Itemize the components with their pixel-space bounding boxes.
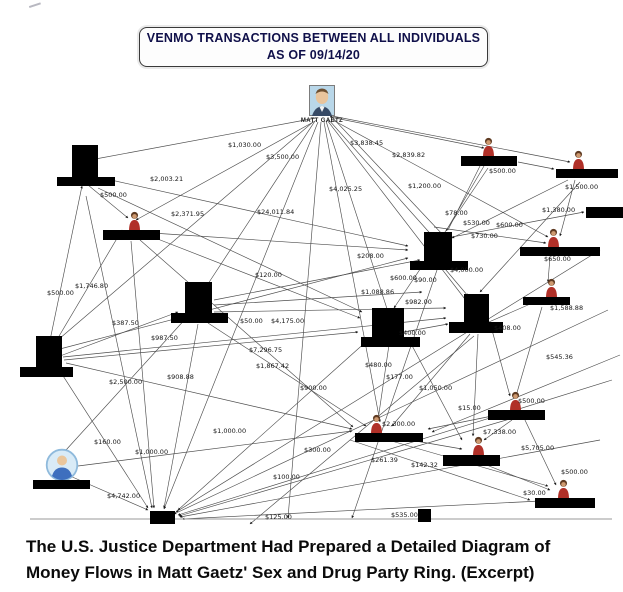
amount-label: $480.00 bbox=[365, 361, 392, 369]
amount-label: $600.00 bbox=[390, 274, 417, 282]
diagram-title-line1: VENMO TRANSACTIONS BETWEEN ALL INDIVIDUALS bbox=[146, 31, 481, 46]
transaction-arrow bbox=[328, 119, 436, 240]
amount-label: $4,742.00 bbox=[107, 492, 141, 500]
transaction-arrow bbox=[330, 115, 443, 235]
redacted-name-bar bbox=[535, 498, 595, 508]
amount-label: $1,088.86 bbox=[361, 288, 395, 296]
amount-label: $120.00 bbox=[255, 271, 282, 279]
woman-icon bbox=[127, 211, 142, 231]
amount-label: $78.00 bbox=[445, 209, 468, 217]
amount-label: $4,025.25 bbox=[329, 185, 363, 193]
redacted-name-bar bbox=[556, 169, 618, 178]
redacted-name-bar bbox=[488, 410, 545, 420]
person-node-matt-gaetz bbox=[309, 85, 335, 121]
amount-label: $500.00 bbox=[100, 191, 127, 199]
amount-label: $1,050.00 bbox=[419, 384, 453, 392]
amount-label: $387.50 bbox=[112, 319, 139, 327]
redacted-name-bar bbox=[57, 177, 115, 186]
amount-label: $5,705.00 bbox=[521, 444, 555, 452]
redacted-name-bar bbox=[355, 433, 423, 442]
redacted-name-bar bbox=[461, 156, 517, 166]
woman-icon bbox=[546, 228, 561, 248]
amount-label: $261.39 bbox=[371, 456, 398, 464]
matt-gaetz-label: MATT GAETZ bbox=[300, 118, 344, 124]
redacted-person-block bbox=[185, 282, 212, 313]
amount-label: $90.00 bbox=[414, 276, 437, 284]
amount-label: $1,380.00 bbox=[542, 206, 576, 214]
amount-label: $7,338.00 bbox=[483, 428, 517, 436]
amount-label: $30.00 bbox=[523, 489, 546, 497]
amount-label: $2,839.82 bbox=[392, 151, 426, 159]
amount-label: $1,200.00 bbox=[408, 182, 442, 190]
transaction-arrow bbox=[324, 122, 380, 422]
woman-icon bbox=[544, 278, 559, 298]
amount-label: $1,588.88 bbox=[550, 304, 584, 312]
transaction-arrow bbox=[350, 440, 530, 500]
amount-label: $3,838.45 bbox=[350, 139, 384, 147]
woman-icon bbox=[556, 479, 571, 499]
redacted-name-bar bbox=[443, 455, 500, 466]
redacted-name-bar bbox=[103, 230, 160, 240]
caption-line2: Money Flows in Matt Gaetz' Sex and Drug Party Ring. (Excerpt) bbox=[26, 562, 535, 582]
transaction-arrow bbox=[136, 120, 317, 220]
amount-label: $4,175.00 bbox=[271, 317, 305, 325]
amount-label: $600.00 bbox=[496, 221, 523, 229]
amount-label: $650.00 bbox=[544, 255, 571, 263]
amount-label: $1,030.00 bbox=[228, 141, 262, 149]
transaction-arrow bbox=[164, 324, 198, 508]
amount-label: $142.32 bbox=[411, 461, 438, 469]
amount-label: $160.00 bbox=[94, 438, 121, 446]
amount-label: $2,500.00 bbox=[109, 378, 143, 386]
woman-icon bbox=[481, 137, 496, 157]
amount-label: $1,500.00 bbox=[565, 183, 599, 191]
man-avatar-icon bbox=[45, 448, 79, 482]
amount-label: $982.00 bbox=[405, 298, 432, 306]
amount-label: $500.00 bbox=[518, 397, 545, 405]
amount-label: $535.00 bbox=[391, 511, 418, 519]
amount-label: $177.00 bbox=[386, 373, 413, 381]
redacted-person-block bbox=[72, 145, 98, 177]
amount-label: $24,011.84 bbox=[257, 208, 295, 216]
transaction-arrow bbox=[214, 308, 446, 312]
transaction-arrow bbox=[86, 196, 152, 508]
amount-label: $908.88 bbox=[167, 373, 194, 381]
amount-label: $2,003.21 bbox=[150, 175, 184, 183]
redacted-name-bar bbox=[361, 337, 420, 347]
transaction-arrow bbox=[88, 185, 128, 218]
amount-label: $50.00 bbox=[240, 317, 263, 325]
amount-label: $3,500.00 bbox=[266, 153, 300, 161]
transaction-arrow bbox=[48, 186, 82, 350]
transaction-arrow bbox=[432, 355, 620, 432]
redacted-box bbox=[418, 509, 431, 522]
amount-label: $530.00 bbox=[463, 219, 490, 227]
amount-label: $1,000.00 bbox=[213, 427, 247, 435]
redacted-name-bar bbox=[20, 367, 73, 377]
amount-label: $2,300.00 bbox=[382, 420, 416, 428]
caption bbox=[26, 534, 606, 585]
amount-label: $300.00 bbox=[304, 446, 331, 454]
matt-gaetz-photo bbox=[309, 85, 335, 116]
transaction-arrow bbox=[518, 162, 554, 169]
caption-line1: The U.S. Justice Department Had Prepared a Detailed Diagram of bbox=[26, 537, 551, 556]
amount-label: $1,000.00 bbox=[135, 448, 169, 456]
redacted-box bbox=[150, 511, 175, 524]
redacted-person-block bbox=[464, 294, 489, 323]
amount-label: $1,746.80 bbox=[75, 282, 109, 290]
redacted-name-bar bbox=[171, 313, 228, 323]
amount-label: $500.00 bbox=[489, 167, 516, 175]
transaction-arrow bbox=[152, 233, 408, 250]
transaction-arrow bbox=[182, 500, 560, 519]
redacted-person-block bbox=[424, 232, 452, 262]
amount-label: $2,371.95 bbox=[171, 210, 205, 218]
amount-label: $100.00 bbox=[273, 473, 300, 481]
redacted-person-block bbox=[36, 336, 62, 367]
redacted-box bbox=[586, 207, 623, 218]
amount-label: $900.00 bbox=[300, 384, 327, 392]
amount-label: $500.00 bbox=[561, 468, 588, 476]
amount-label: $408.00 bbox=[494, 324, 521, 332]
transaction-arrow bbox=[473, 334, 478, 436]
woman-icon bbox=[571, 150, 586, 170]
amount-label: $500.00 bbox=[47, 289, 74, 297]
amount-label: $4,000.00 bbox=[450, 266, 484, 274]
amount-label: $545.36 bbox=[546, 353, 573, 361]
amount-label: $15.00 bbox=[458, 404, 481, 412]
amount-label: $987.50 bbox=[151, 334, 178, 342]
amount-label: $400.00 bbox=[399, 329, 426, 337]
transaction-arrow bbox=[66, 363, 352, 429]
amount-label: $125.00 bbox=[265, 513, 292, 521]
amount-label: $7,296.75 bbox=[249, 346, 283, 354]
redacted-name-bar bbox=[33, 480, 90, 489]
amount-label: $730.00 bbox=[471, 232, 498, 240]
woman-icon bbox=[471, 436, 486, 456]
diagram-title-line2: AS OF 09/14/20 bbox=[266, 48, 361, 62]
amount-label: $208.00 bbox=[357, 252, 384, 260]
amount-label: $1,867.42 bbox=[256, 362, 290, 370]
